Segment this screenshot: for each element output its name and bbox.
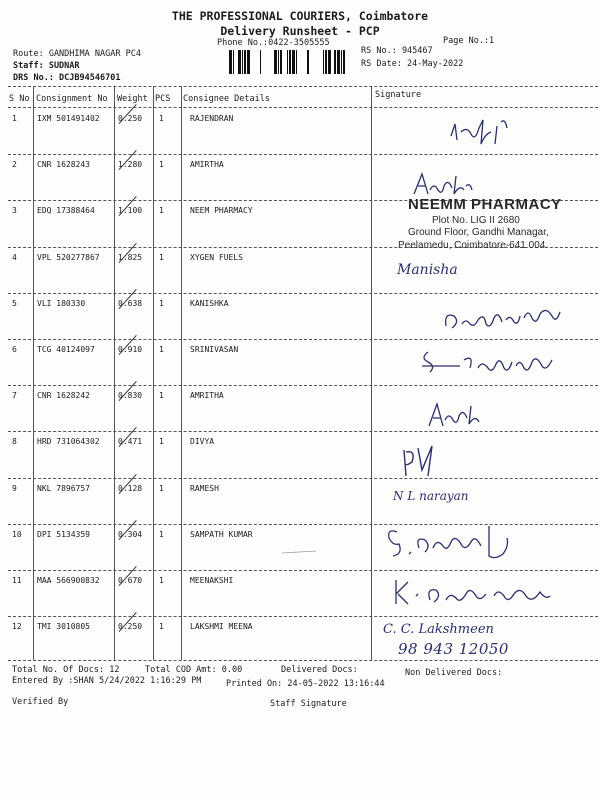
col-header-weight: Weight xyxy=(117,94,148,104)
row-weight: 1.280 xyxy=(118,160,143,169)
row-consignment-no: MAA 566900832 xyxy=(37,576,100,585)
row-consignee: RAMESH xyxy=(190,484,219,493)
table-bottom-rule xyxy=(8,660,598,661)
row-consignment-no: HRD 731064302 xyxy=(37,437,100,446)
signature-12-phone: 98 943 12050 xyxy=(398,640,509,658)
col-divider xyxy=(181,86,182,660)
row-divider xyxy=(8,570,598,571)
row-weight: 0.670 xyxy=(118,576,143,585)
row-pcs: 1 xyxy=(159,484,164,493)
signature-12-name: C. C. Lakshmeen xyxy=(383,622,494,637)
row-consignee: MEENAKSHI xyxy=(190,576,234,585)
stamp-name: NEEMM PHARMACY xyxy=(408,196,562,213)
row-consignee: SRINIVASAN xyxy=(190,345,239,354)
row-sno: 5 xyxy=(12,299,17,308)
row-sno: 3 xyxy=(12,206,17,215)
barcode xyxy=(229,50,351,74)
row-consignee: RAJENDRAN xyxy=(190,114,234,123)
row-pcs: 1 xyxy=(159,437,164,446)
signature-10 xyxy=(385,518,535,564)
row-consignee: AMRITHA xyxy=(190,391,224,400)
row-consignment-no: VPL 520277867 xyxy=(37,253,100,262)
row-sno: 11 xyxy=(12,576,22,585)
row-pcs: 1 xyxy=(159,253,164,262)
row-pcs: 1 xyxy=(159,622,164,631)
rs-number: RS No.: 945467 xyxy=(361,46,433,56)
non-delivered-docs: Non Delivered Docs: xyxy=(405,668,503,678)
row-consignee: XYGEN FUELS xyxy=(190,253,243,262)
col-header-signature: Signature xyxy=(375,90,422,100)
col-divider xyxy=(33,86,34,660)
row-consignee: SAMPATH KUMAR xyxy=(190,530,253,539)
page-number: Page No.:1 xyxy=(443,36,495,46)
route-label: Route: GANDHIMA NAGAR PC4 xyxy=(13,49,141,59)
signature-9: N L narayan xyxy=(393,489,469,503)
row-weight: 0.128 xyxy=(118,484,143,493)
row-weight: 0.250 xyxy=(118,114,143,123)
entered-by: Entered By :SHAN 5/24/2022 1:16:29 PM xyxy=(12,676,202,686)
row-sno: 10 xyxy=(12,530,22,539)
row-pcs: 1 xyxy=(159,530,164,539)
signature-7 xyxy=(425,398,485,432)
row-divider xyxy=(8,154,598,155)
col-divider xyxy=(153,86,154,660)
row-sno: 12 xyxy=(12,622,22,631)
signature-4: Manisha xyxy=(397,262,458,278)
row-consignee: NEEM PHARMACY xyxy=(190,206,253,215)
row-sno: 8 xyxy=(12,437,17,446)
row-pcs: 1 xyxy=(159,299,164,308)
row-consignment-no: EDQ 17388464 xyxy=(37,206,95,215)
rs-date: RS Date: 24-May-2022 xyxy=(361,59,464,69)
row-sno: 6 xyxy=(12,345,17,354)
row-divider xyxy=(8,293,598,294)
stamp-address-2: Ground Floor, Gandhi Managar, xyxy=(408,227,549,238)
signature-8 xyxy=(398,440,448,480)
company-title: THE PROFESSIONAL COURIERS, Coimbatore xyxy=(171,9,429,23)
signature-11 xyxy=(390,572,560,612)
drs-number: DRS No.: DCJB94546701 xyxy=(13,73,121,83)
phone-number: Phone No.:0422-3505555 xyxy=(217,38,330,48)
row-consignment-no: DPI 5134359 xyxy=(37,530,90,539)
table-top-rule xyxy=(8,86,598,87)
row-divider xyxy=(8,616,598,617)
row-weight: 0.471 xyxy=(118,437,143,446)
document-title: Delivery Runsheet - PCP xyxy=(220,24,380,38)
row-weight: 0.304 xyxy=(118,530,143,539)
total-cod: Total COD Amt: 0.00 xyxy=(145,665,243,675)
row-consignment-no: NKL 7896757 xyxy=(37,484,90,493)
row-sno: 1 xyxy=(12,114,17,123)
row-pcs: 1 xyxy=(159,345,164,354)
row-sno: 7 xyxy=(12,391,17,400)
row-sno: 9 xyxy=(12,484,17,493)
row-pcs: 1 xyxy=(159,391,164,400)
staff-label: Staff: SUDNAR xyxy=(13,61,80,71)
row-consignment-no: IXM 501491402 xyxy=(37,114,100,123)
col-divider xyxy=(371,86,372,660)
staff-signature: Staff Signature xyxy=(270,699,347,709)
verified-by: Verified By xyxy=(12,697,69,707)
row-consignee: AMIRTHA xyxy=(190,160,224,169)
total-docs: Total No. Of Docs: 12 xyxy=(12,665,120,675)
stamp-address-1: Plot No. LIG II 2680 xyxy=(432,215,520,226)
row-pcs: 1 xyxy=(159,114,164,123)
row-weight: 0.638 xyxy=(118,299,143,308)
row-consignment-no: VLI 180330 xyxy=(37,299,86,308)
row-weight: 0.830 xyxy=(118,391,143,400)
row-divider xyxy=(8,385,598,386)
col-header-consignee: Consignee Details xyxy=(183,94,270,104)
row-consignment-no: CNR 1628243 xyxy=(37,160,90,169)
row-consignment-no: CNR 1628242 xyxy=(37,391,90,400)
stamp-address-3: Peelamedu, Coimbatore-641 004. xyxy=(398,240,549,251)
row-sno: 2 xyxy=(12,160,17,169)
row-consignee: KANISHKA xyxy=(190,299,229,308)
col-divider xyxy=(114,86,115,660)
signature-1 xyxy=(445,114,515,150)
delivered-docs: Delivered Docs: xyxy=(281,665,358,675)
row-divider xyxy=(8,339,598,340)
row-divider xyxy=(8,478,598,479)
row-weight: 1.825 xyxy=(118,253,143,262)
row-pcs: 1 xyxy=(159,160,164,169)
row-sno: 4 xyxy=(12,253,17,262)
pencil-mark xyxy=(280,548,320,556)
row-consignee: LAKSHMI MEENA xyxy=(190,622,253,631)
row-weight: 1.100 xyxy=(118,206,143,215)
printed-on: Printed On: 24-05-2022 13:16:44 xyxy=(226,679,385,689)
row-consignment-no: TCG 40124097 xyxy=(37,345,95,354)
signature-5 xyxy=(440,296,570,336)
row-consignment-no: TMI 3010805 xyxy=(37,622,90,631)
row-divider xyxy=(8,431,598,432)
row-consignee: DIVYA xyxy=(190,437,215,446)
col-header-consignment: Consignment No xyxy=(36,94,108,104)
signature-6 xyxy=(420,348,570,378)
col-header-pcs: PCS xyxy=(155,94,171,104)
row-pcs: 1 xyxy=(159,576,164,585)
row-weight: 0.250 xyxy=(118,622,143,631)
row-pcs: 1 xyxy=(159,206,164,215)
table-header-rule xyxy=(8,107,598,108)
row-weight: 0.910 xyxy=(118,345,143,354)
col-header-sno: S No xyxy=(9,94,30,104)
